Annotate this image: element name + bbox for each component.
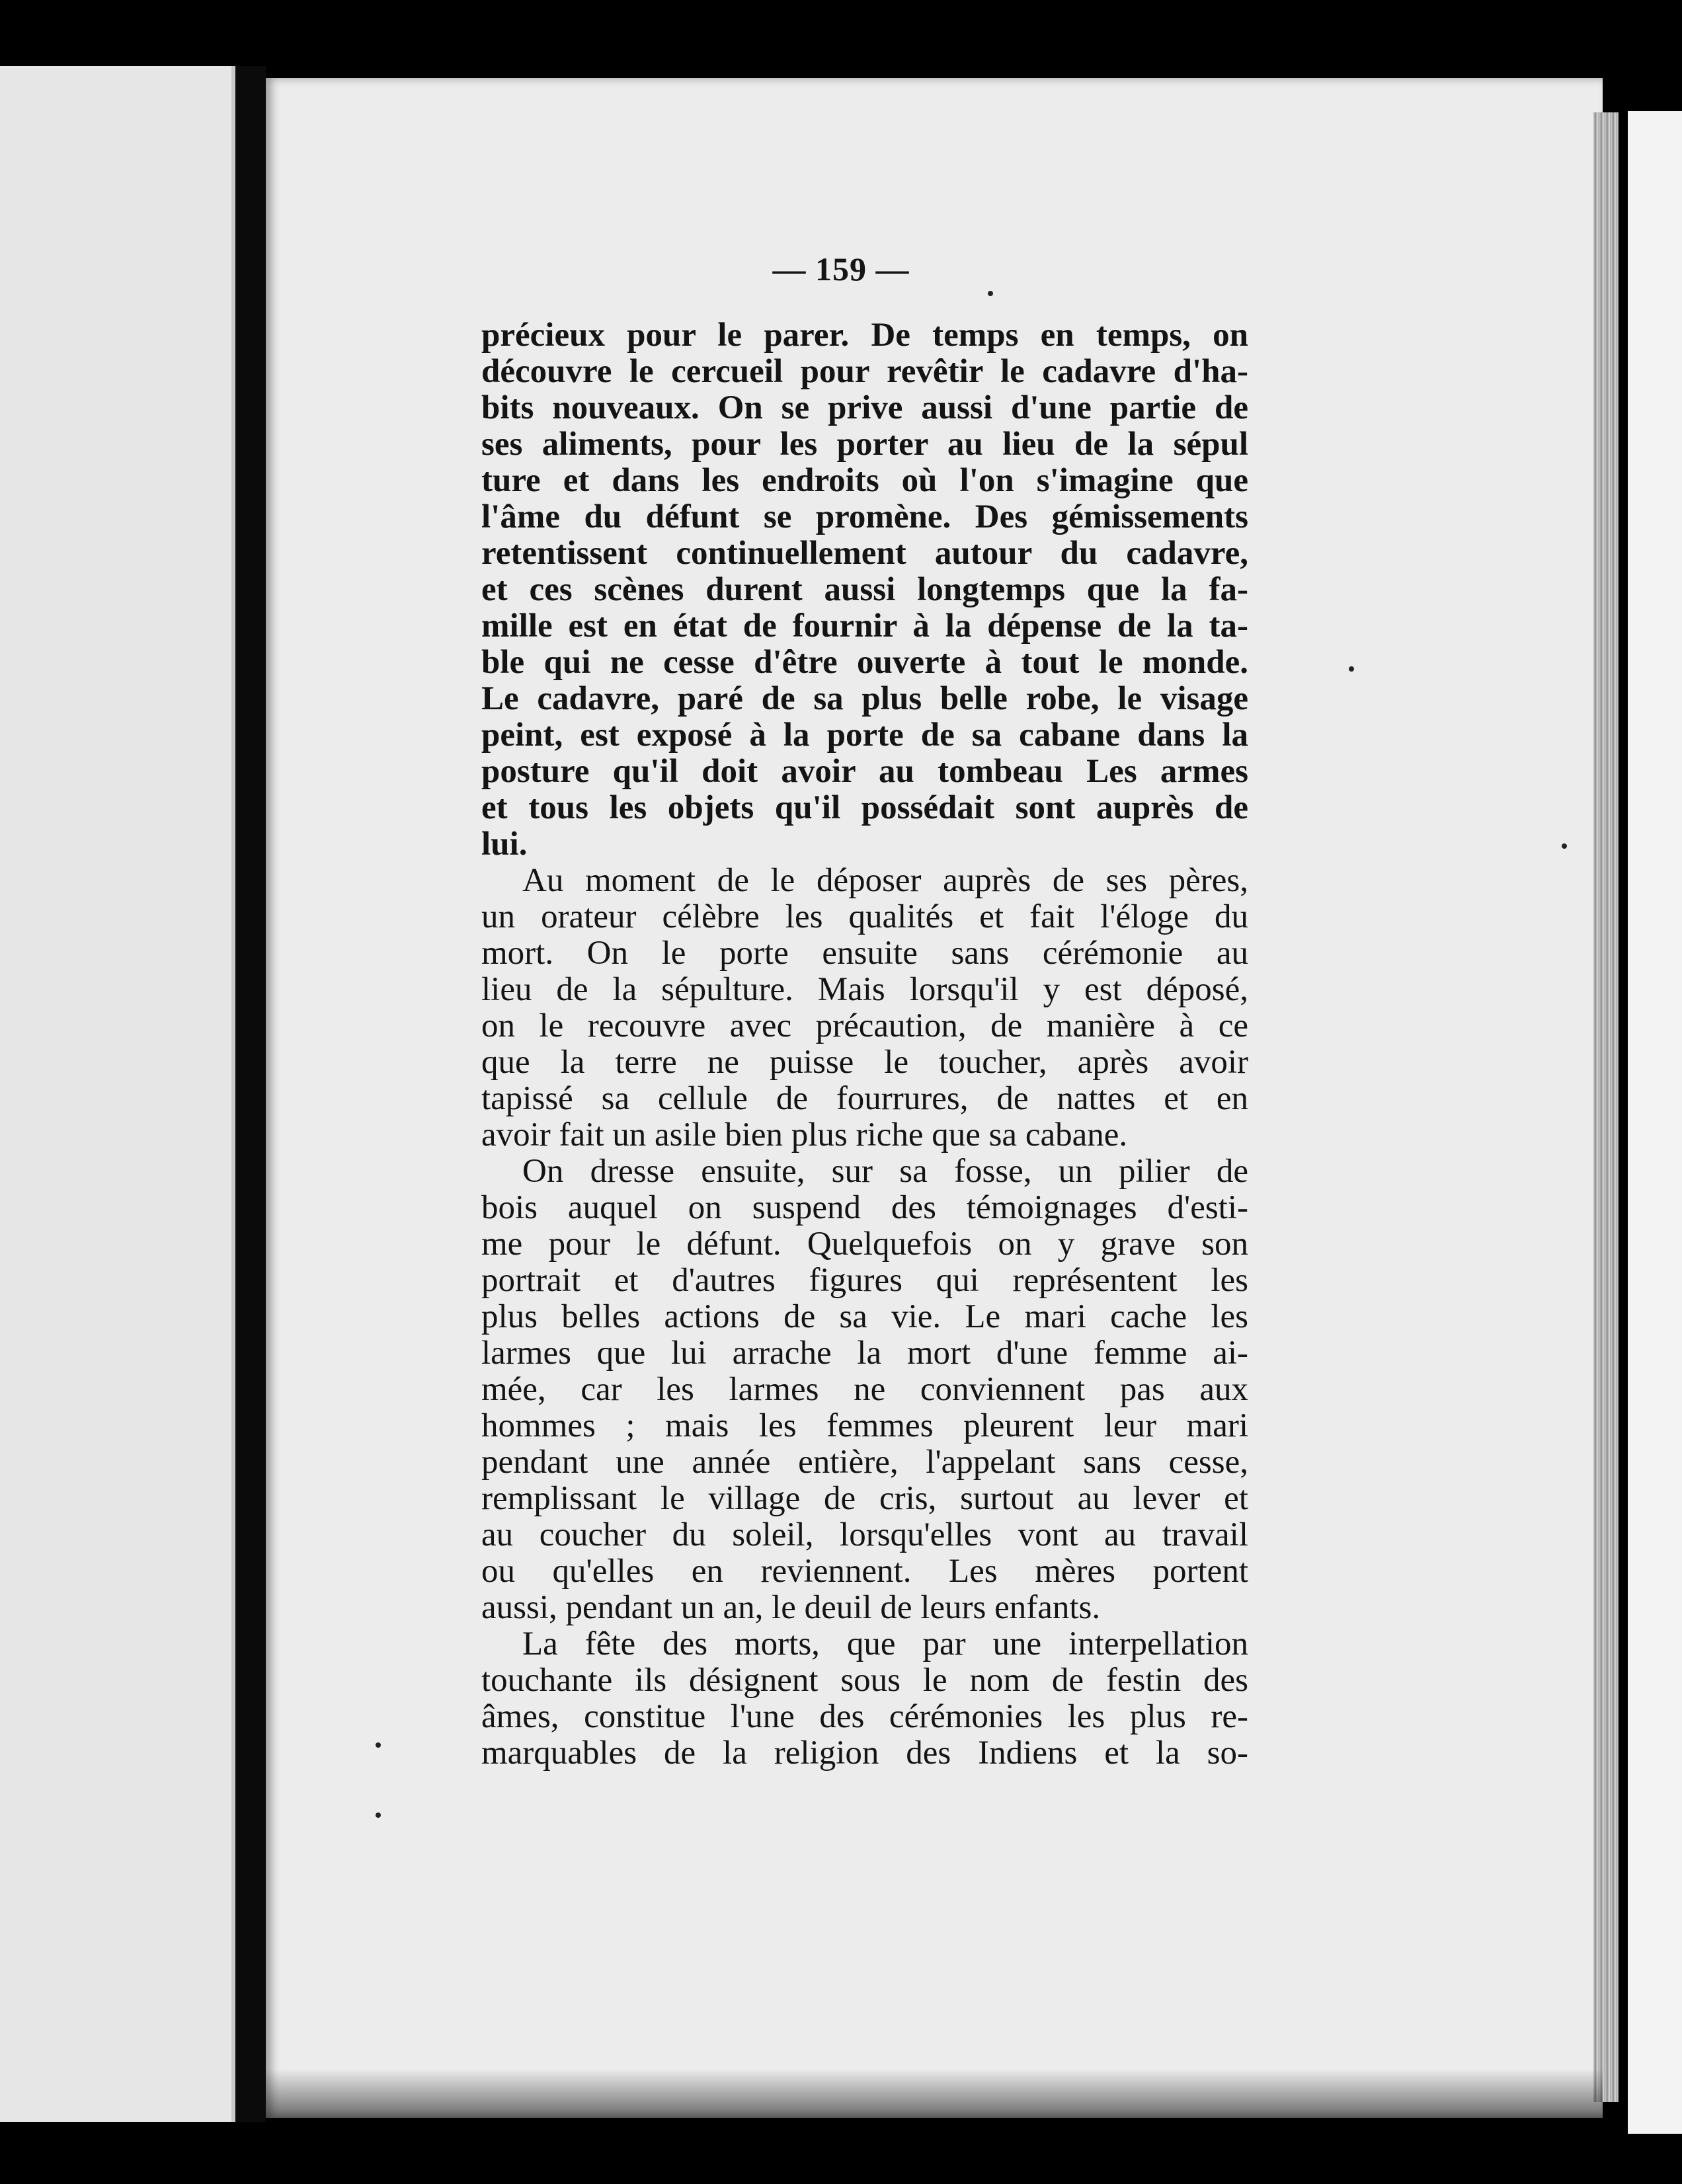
text-line: précieux pour le parer. De temps en temps, on <box>481 317 1248 354</box>
book-gutter <box>235 66 266 2122</box>
text-line: tapissé sa cellule de fourrures, de nattes et en <box>481 1080 1248 1117</box>
text-line: et tous les objets qu'il possédait sont auprès de <box>481 789 1248 826</box>
text-line: Au moment de le déposer auprès de ses pères, <box>522 862 1248 899</box>
text-line: remplissant le village de cris, surtout au lever et <box>481 1480 1248 1517</box>
text-line: mort. On le porte ensuite sans cérémonie au <box>481 935 1248 972</box>
text-line: aussi, pendant un an, le deuil de leurs enfants. <box>481 1589 1101 1626</box>
text-line: larmes que lui arrache la mort d'une femme ai- <box>481 1335 1248 1372</box>
text-line: découvre le cercueil pour revêtir le cadavre d'ha- <box>481 353 1248 390</box>
text-line: un orateur célèbre les qualités et fait l'éloge du <box>481 898 1248 935</box>
text-line: bits nouveaux. On se prive aussi d'une partie de <box>481 389 1248 426</box>
text-line: peint, est exposé à la porte de sa cabane dans la <box>481 717 1248 754</box>
text-line: ture et dans les endroits où l'on s'imagine que <box>481 462 1248 499</box>
text-line: On dresse ensuite, sur sa fosse, un pilier de <box>522 1153 1248 1190</box>
text-line: retentissent continuellement autour du cadavre, <box>481 535 1248 572</box>
text-line: ses aliments, pour les porter au lieu de la sépul <box>481 426 1248 463</box>
adjacent-left-page <box>0 66 235 2122</box>
text-line: on le recouvre avec précaution, de manière à ce <box>481 1007 1248 1044</box>
text-line: posture qu'il doit avoir au tombeau Les armes <box>481 753 1248 790</box>
text-line: ou qu'elles en reviennent. Les mères portent <box>481 1553 1248 1590</box>
text-line: La fête des morts, que par une interpellation <box>522 1625 1248 1662</box>
text-line: touchante ils désignent sous le nom de festin des <box>481 1662 1248 1699</box>
text-line: bois auquel on suspend des témoignages d'esti- <box>481 1189 1248 1226</box>
text-line: marquables de la religion des Indiens et la so- <box>481 1735 1248 1772</box>
text-line: Le cadavre, paré de sa plus belle robe, le visage <box>481 680 1248 717</box>
text-line: lieu de la sépulture. Mais lorsqu'il y est déposé, <box>481 971 1248 1008</box>
page-bottom-shadow <box>266 2069 1603 2118</box>
text-line: ble qui ne cesse d'être ouverte à tout le monde. <box>481 644 1248 681</box>
paragraph-3 <box>481 1153 1248 1626</box>
dust-speck <box>376 1813 381 1818</box>
text-line: au coucher du soleil, lorsqu'elles vont au travail <box>481 1516 1248 1553</box>
dust-speck <box>1562 843 1567 849</box>
text-line: mée, car les larmes ne conviennent pas aux <box>481 1371 1248 1408</box>
text-line: âmes, constitue l'une des cérémonies les plus re- <box>481 1698 1248 1735</box>
page-body-text <box>481 317 1248 1772</box>
text-line: plus belles actions de sa vie. Le mari cache les <box>481 1298 1248 1335</box>
text-line: me pour le défunt. Quelquefois on y grave son <box>481 1226 1248 1263</box>
text-line: lui. <box>481 826 528 863</box>
dust-speck <box>988 291 993 296</box>
page-number: — 159 — <box>772 251 910 288</box>
adjacent-right-page <box>1628 111 1682 2134</box>
text-line: mille est en état de fournir à la dépense de la ta- <box>481 607 1248 644</box>
paragraph-4 <box>481 1626 1248 1772</box>
text-line: portrait et d'autres figures qui représentent les <box>481 1262 1248 1299</box>
dust-speck <box>376 1742 381 1748</box>
text-line: l'âme du défunt se promène. Des gémissements <box>481 498 1248 535</box>
text-line: que la terre ne puisse le toucher, après avoir <box>481 1044 1248 1081</box>
paragraph-2 <box>481 863 1248 1153</box>
text-line: avoir fait un asile bien plus riche que sa cabane. <box>481 1116 1128 1153</box>
page-fore-edge <box>1593 112 1619 2102</box>
text-line: et ces scènes durent aussi longtemps que la fa- <box>481 571 1248 608</box>
paragraph-1 <box>481 317 1248 863</box>
text-line: pendant une année entière, l'appelant sans cesse, <box>481 1444 1248 1481</box>
dust-speck <box>1349 666 1354 672</box>
text-line: hommes ; mais les femmes pleurent leur mari <box>481 1407 1248 1444</box>
